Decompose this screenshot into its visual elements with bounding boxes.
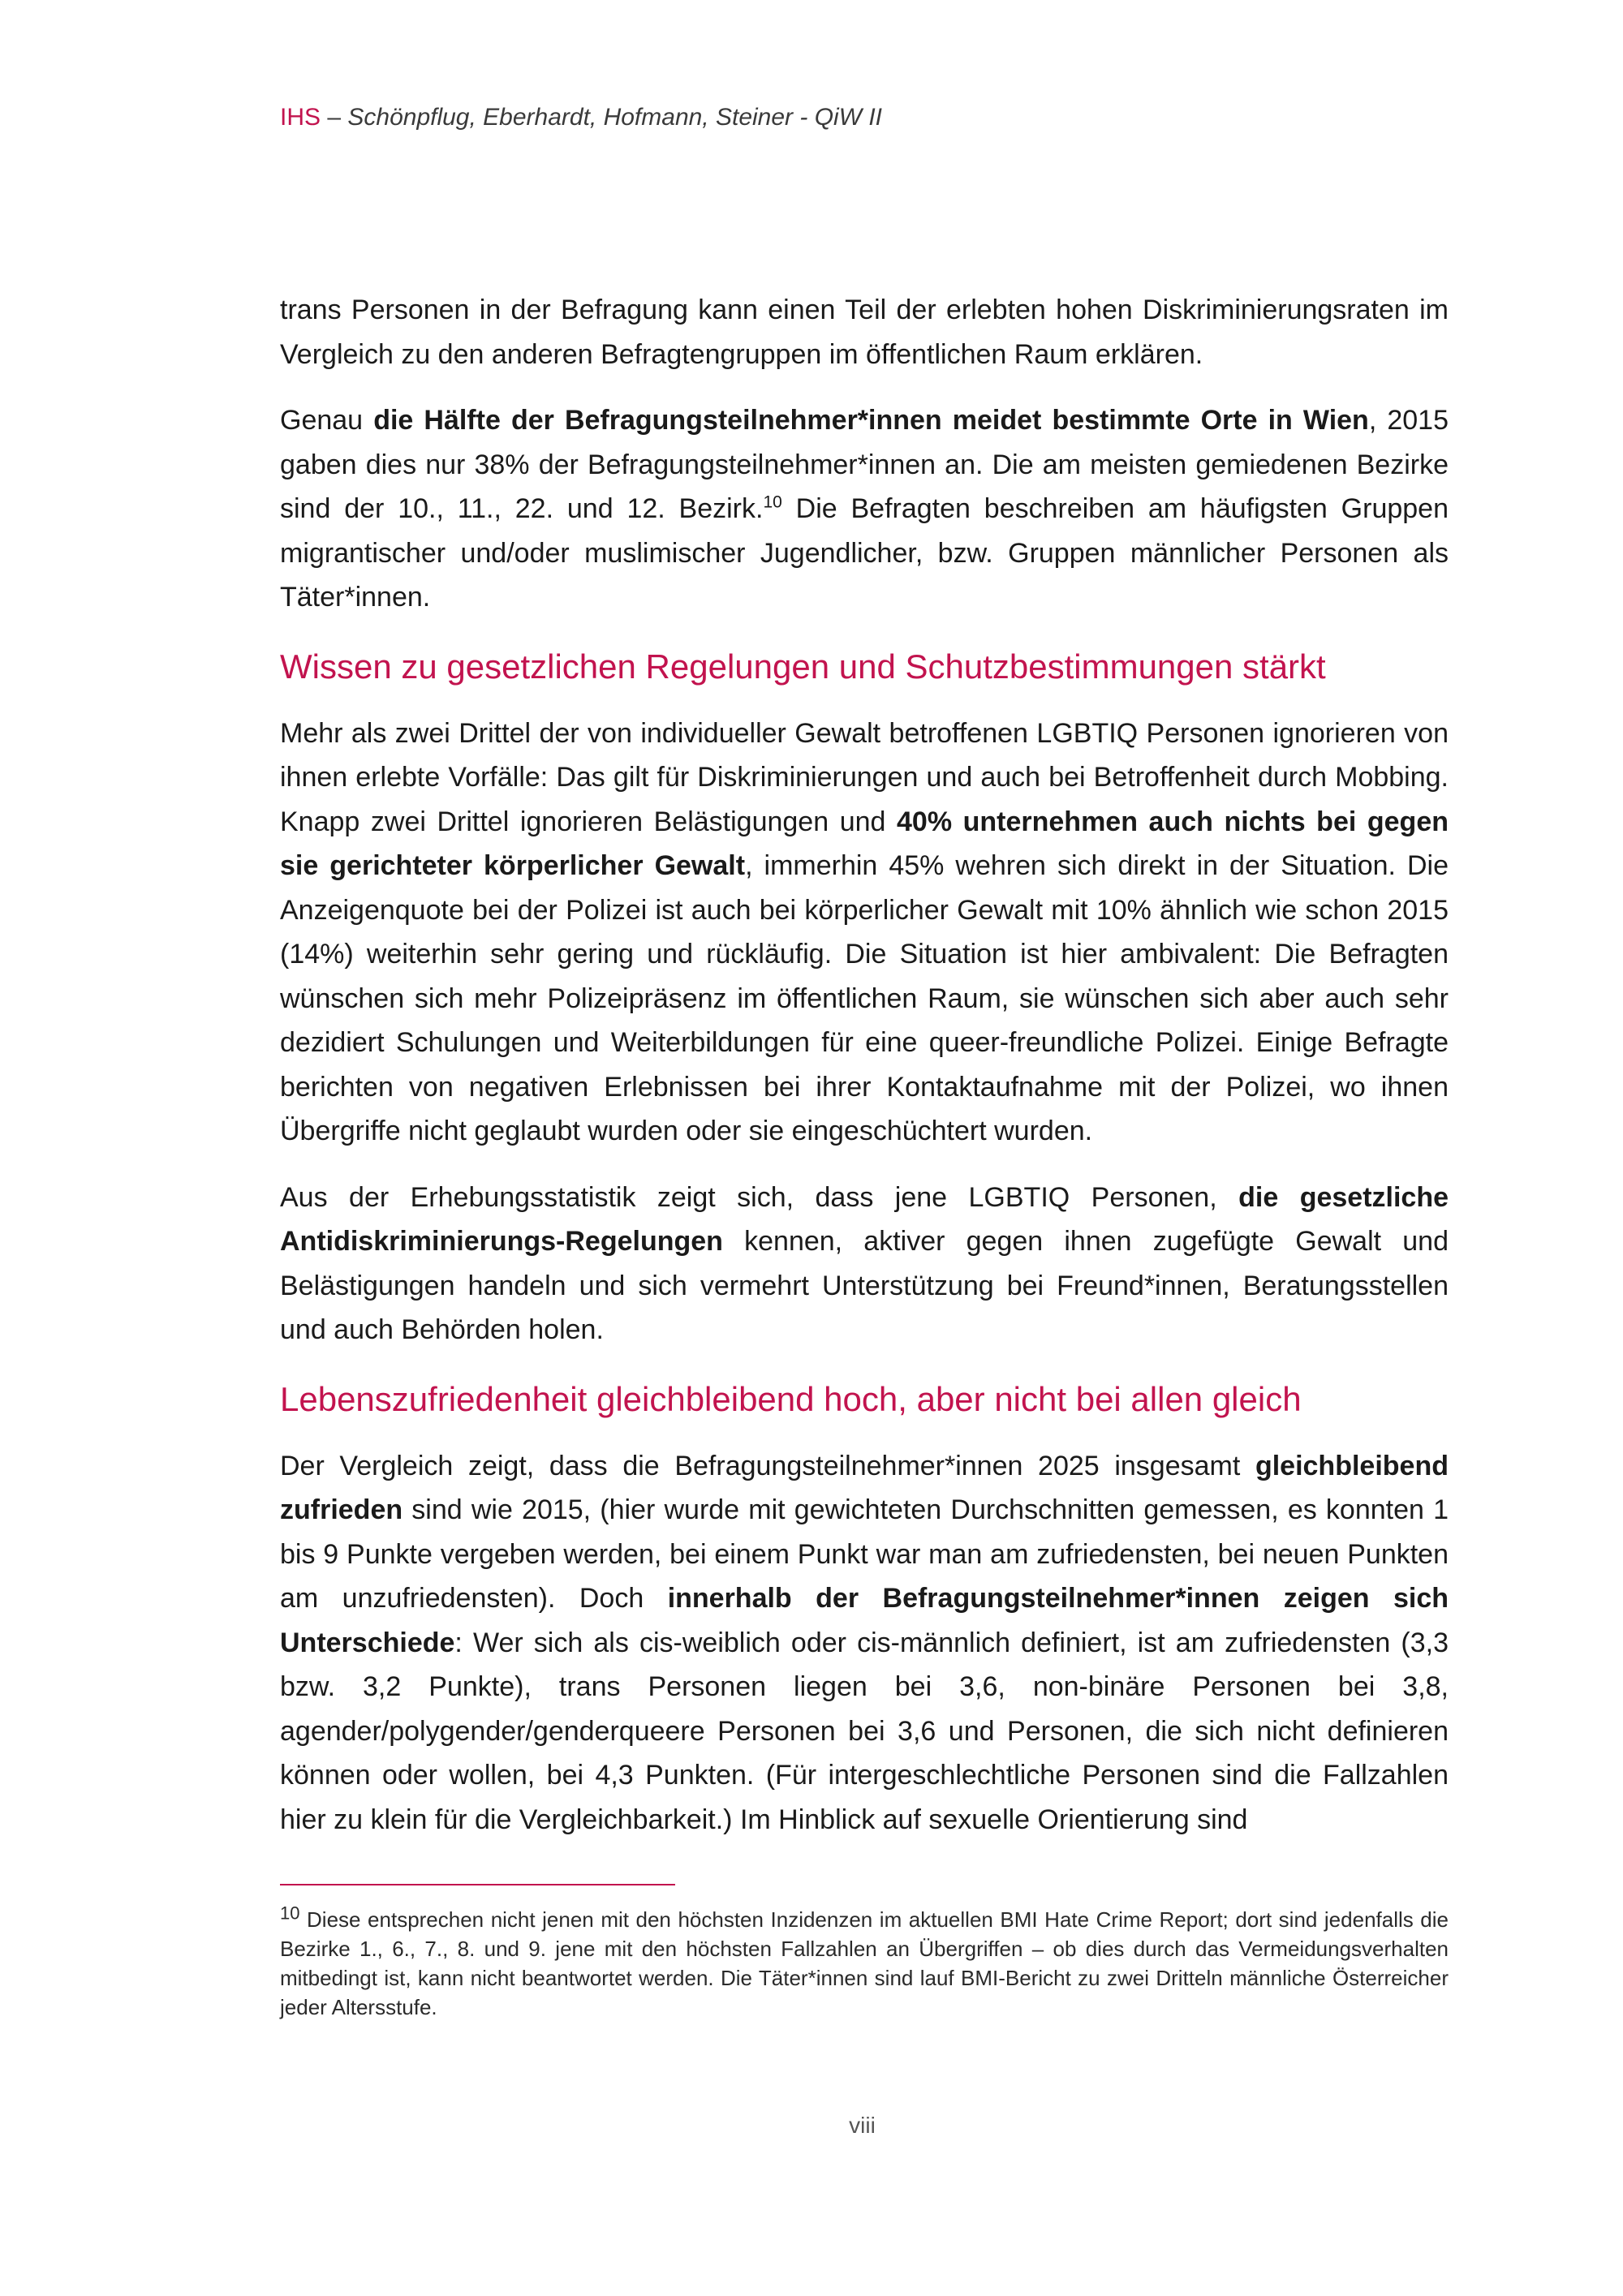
- header-separator: –: [321, 104, 348, 131]
- footnote-10: [280, 1905, 1449, 2022]
- paragraph-2-text-a: Genau: [280, 405, 374, 436]
- paragraph-4-text-c: kennen, aktiver gegen ihnen zugefügte Gewalt und Belästigungen handeln und sich vermehrt Unterstützung bei Freund*innen, Beratungsstellen und auch Behörden holen.: [280, 1226, 1449, 1345]
- paragraph-2-text-d: Die Befragten beschreiben am häufigsten Gruppen migrantischer und/oder muslimischer Jugendlicher, bzw. Gruppen männlicher Personen als Täter*innen.: [280, 493, 1449, 613]
- paragraph-3-bold: 40% unternehmen auch nichts bei gegen sie gerichteter körperlicher Gewalt: [280, 806, 1449, 881]
- section-heading-life-satisfaction: Lebenszufriedenheit gleichbleibend hoch, aber nicht bei allen gleich: [280, 1379, 1302, 1418]
- paragraph-5-text-a: Der Vergleich zeigt, dass die Befragungsteilnehmer*innen 2025 insgesamt: [280, 1450, 1255, 1481]
- paragraph-5-text-c: sind wie 2015, (hier wurde mit gewichteten Durchschnitten gemessen, es konnten 1 bis 9 Punkte vergeben werden, bei einem Punkt war man am zufriedensten, bei neuen Punkten am unzufriedensten). Doch: [280, 1494, 1449, 1614]
- paragraph-5: [280, 1444, 1449, 1842]
- paragraph-5-bold-1: gleichbleibend zufrieden: [280, 1450, 1449, 1525]
- running-header: [280, 104, 882, 131]
- paragraph-1: [280, 288, 1449, 376]
- paragraph-4-text-a: Aus der Erhebungsstatistik zeigt sich, dass jene LGBTIQ Personen,: [280, 1181, 1239, 1213]
- paragraph-1-text: trans Personen in der Befragung kann einen Teil der erlebten hohen Diskriminierungsraten im Vergleich zu den anderen Befragtengruppen im öffentlichen Raum erklären.: [280, 295, 1449, 370]
- footnote-ref-10[interactable]: 10: [763, 492, 782, 512]
- paragraph-5-text-e: : Wer sich als cis-weiblich oder cis-männlich definiert, ist am zufriedensten (3,3 bzw. 3,2 Punkte), trans Personen liegen bei 3,6, non-binäre Personen bei 3,8, agender/polygender/genderqueere Personen bei 3,6 und Personen, die sich nicht definieren können oder wollen, bei 4,3 Punkten. (Für intergeschlechtliche Personen sind die Fallzahlen hier zu klein für die Vergleichbarkeit.) Im Hinblick auf sexuelle Orientierung sind: [280, 1627, 1449, 1835]
- section-heading-legal-knowledge: Wissen zu gesetzlichen Regelungen und Schutzbestimmungen stärkt: [280, 647, 1326, 686]
- paragraph-3-text-a: Mehr als zwei Drittel der von individueller Gewalt betroffenen LGBTIQ Personen ignorieren von ihnen erlebte Vorfälle: Das gilt für Diskriminierungen und auch bei Betroffenheit durch Mobbing. Knapp zwei Drittel ignorieren Belästigungen und: [280, 717, 1449, 837]
- footnote-divider: [280, 1884, 675, 1885]
- paragraph-3: [280, 712, 1449, 1154]
- paragraph-2-text-c: , 2015 gaben dies nur 38% der Befragungsteilnehmer*innen an. Die am meisten gemiedenen Bezirke sind der 10., 11., 22. und 12. Bezirk.: [280, 405, 1449, 524]
- header-org: IHS: [280, 104, 321, 131]
- paragraph-4: [280, 1176, 1449, 1352]
- footnote-text: Diese entsprechen nicht jenen mit den höchsten Inzidenzen im aktuellen BMI Hate Crime Report; dort sind jedenfalls die Bezirke 1., 6., 7., 8. und 9. jene mit den höchsten Fallzahlen an Übergriffen – ob dies durch das Vermeidungsverhalten mitbedingt ist, kann nicht beantwortet werden. Die Täter*innen sind lauf BMI-Bericht zu zwei Dritteln männliche Österreicher jeder Altersstufe.: [280, 1907, 1449, 2019]
- page-number: viii: [849, 2113, 876, 2138]
- paragraph-2-bold: die Hälfte der Befragungsteilnehmer*innen meidet bestimmte Orte in Wien: [373, 405, 1369, 436]
- paragraph-2: [280, 398, 1449, 620]
- footnote-number: 10: [280, 1903, 300, 1924]
- main-content: [280, 288, 1449, 1864]
- paragraph-5-bold-2: innerhalb der Befragungsteilnehmer*innen zeigen sich Unterschiede: [280, 1583, 1449, 1658]
- header-authors: Schönpflug, Eberhardt, Hofmann, Steiner - QiW II: [347, 104, 883, 131]
- paragraph-4-bold: die gesetzliche Antidiskriminierungs-Regelungen: [280, 1181, 1449, 1257]
- paragraph-3-text-c: , immerhin 45% wehren sich direkt in der Situation. Die Anzeigenquote bei der Polizei ist auch bei körperlicher Gewalt mit 10% ähnlich wie schon 2015 (14%) weiterhin sehr gering und rückläufig. Die Situation ist hier ambivalent: Die Befragten wünschen sich mehr Polizeipräsenz im öffentlichen Raum, sie wünschen sich aber auch sehr dezidiert Schulungen und Weiterbildungen für eine queer-freundliche Polizei. Einige Befragte berichten von negativen Erlebnissen bei ihrer Kontaktaufnahme mit der Polizei, wo ihnen Übergriffe nicht geglaubt wurden oder sie eingeschüchtert wurden.: [280, 850, 1449, 1146]
